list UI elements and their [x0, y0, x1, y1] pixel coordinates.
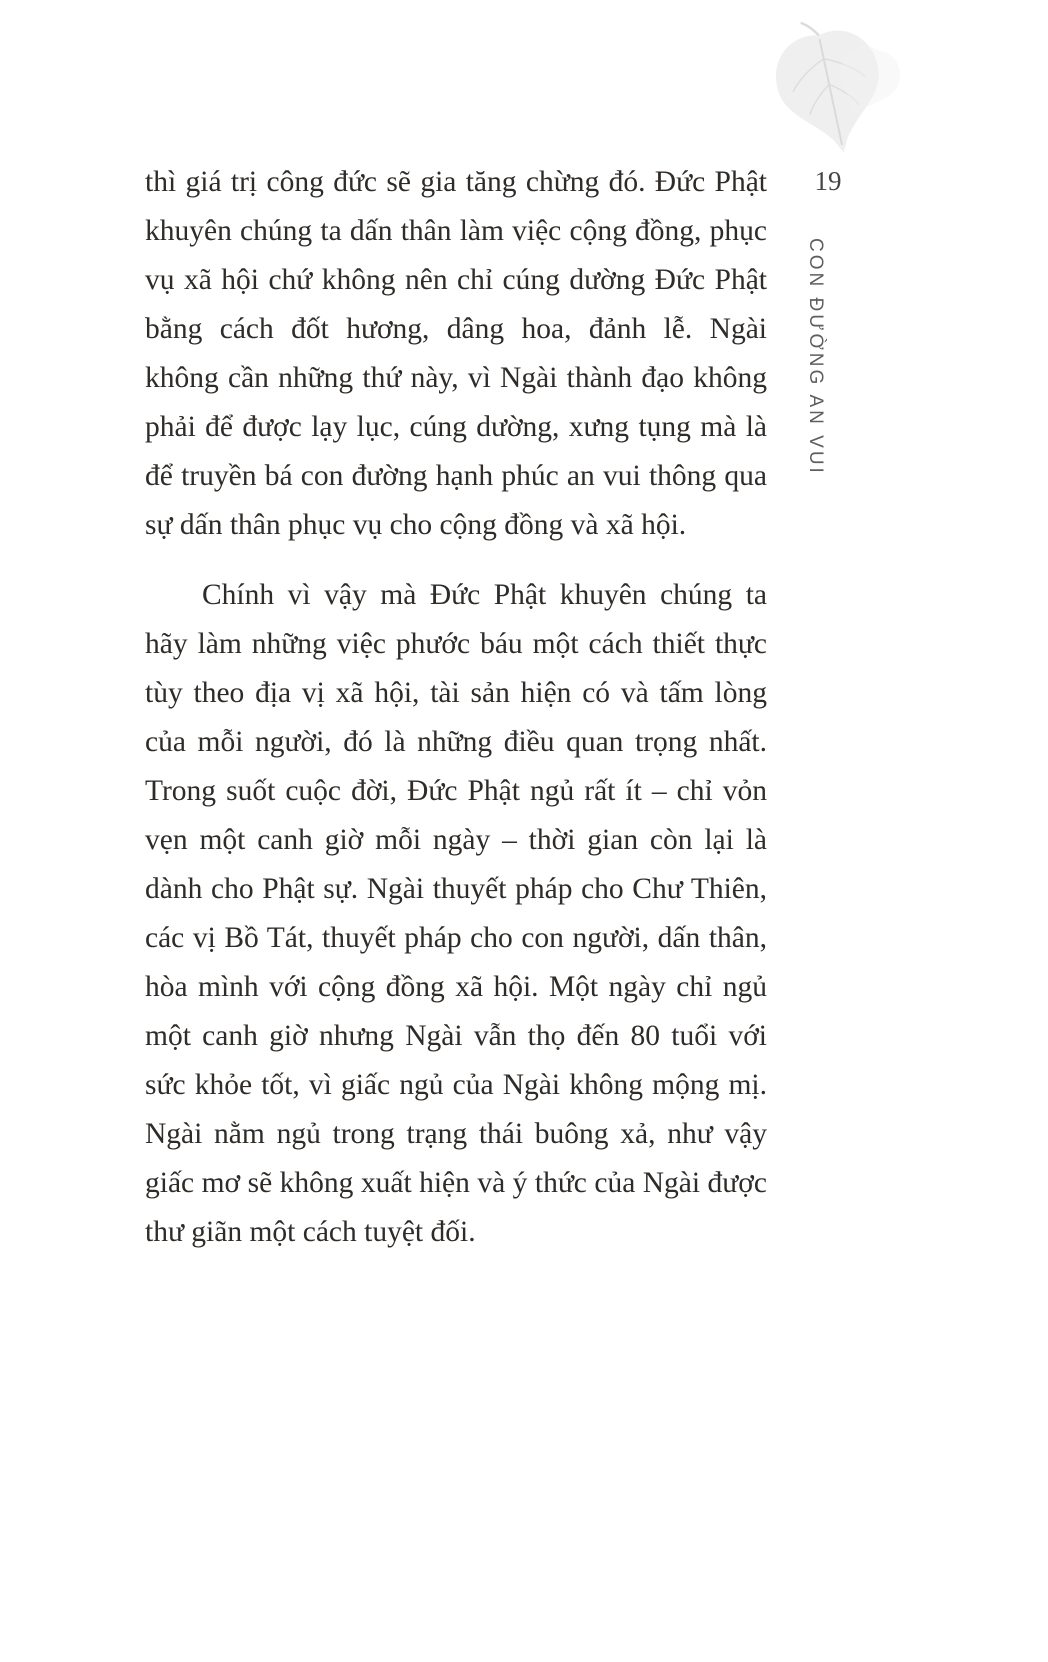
paragraph-2: Chính vì vậy mà Đức Phật khuyên chúng ta hãy làm những việc phước báu một cách thiết thực tùy theo địa vị xã hội, tài sản hiện có và tấm lòng của mỗi người, đó là những điều quan trọng nhất. Trong suốt cuộc đời, Đức Phật ngủ rất ít – chỉ vỏn vẹn một canh giờ mỗi ngày – thời gian còn lại là dành cho Phật sự. Ngài thuyết pháp cho Chư Thiên, các vị Bồ Tát, thuyết pháp cho con người, dấn thân, hòa mình với cộng đồng xã hội. Một ngày chỉ ngủ một canh giờ nhưng Ngài vẫn thọ đến 80 tuổi với sức khỏe tốt, vì giấc ngủ của Ngài không mộng mị. Ngài nằm ngủ trong trạng thái buông xả, như vậy giấc mơ sẽ không xuất hiện và ý thức của Ngài được thư giãn một cách tuyệt đối. — [145, 579, 767, 1248]
running-head: CON ĐƯỜNG AN VUI — [805, 238, 826, 476]
bodhi-leaf-watermark-icon — [756, 18, 906, 168]
text-block — [145, 158, 767, 1257]
paragraph-1: thì giá trị công đức sẽ gia tăng chừng đó. Đức Phật khuyên chúng ta dấn thân làm việc cộng đồng, phục vụ xã hội chứ không nên chỉ cúng dường Đức Phật bằng cách đốt hương, dâng hoa, đảnh lễ. Ngài không cần những thứ này, vì Ngài thành đạo không phải để được lạy lục, cúng dường, xưng tụng mà là để truyền bá con đường hạnh phúc an vui thông qua sự dấn thân phục vụ cho cộng đồng và xã hội. — [145, 166, 767, 541]
page-number: 19 — [814, 166, 842, 196]
